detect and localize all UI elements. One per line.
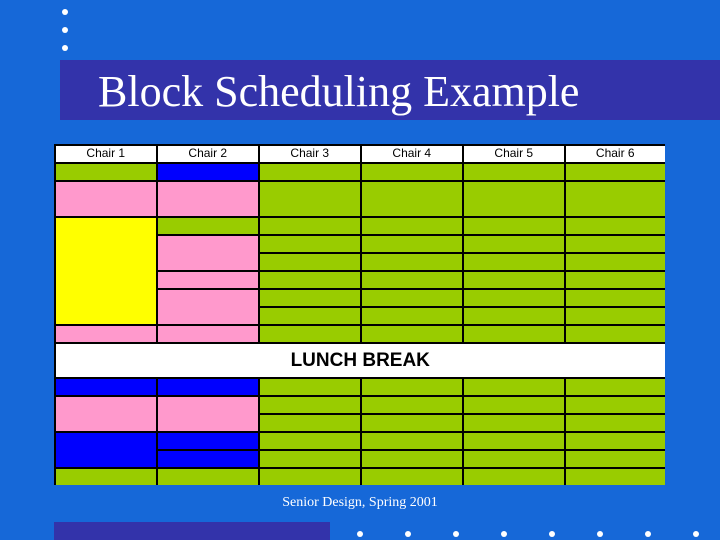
schedule-slot [566, 469, 666, 486]
schedule-slot [362, 290, 463, 307]
schedule-slot [566, 451, 666, 468]
schedule-block [56, 397, 157, 432]
column-header: Chair 3 [260, 146, 361, 163]
schedule-slot [362, 308, 463, 325]
schedule-slot [566, 164, 666, 181]
schedule-slot [566, 308, 666, 325]
footer-dot [597, 531, 603, 537]
schedule-slot [566, 236, 666, 253]
schedule-slot [566, 218, 666, 235]
footer-dot [453, 531, 459, 537]
column-header: Chair 4 [362, 146, 463, 163]
schedule-slot [362, 272, 463, 289]
schedule-slot [566, 397, 666, 414]
column-header: Chair 1 [56, 146, 157, 163]
schedule-block [158, 397, 259, 432]
column-header: Chair 2 [158, 146, 259, 163]
schedule-slot [362, 326, 463, 343]
schedule-slot [158, 469, 259, 486]
schedule-slot [464, 254, 565, 271]
schedule-slot [362, 379, 463, 396]
schedule-slot [464, 308, 565, 325]
schedule-block [158, 451, 259, 468]
footer-dot [501, 531, 507, 537]
bullet-dot [62, 27, 68, 33]
schedule-slot [260, 451, 361, 468]
schedule-block [158, 290, 259, 325]
schedule-slot [566, 272, 666, 289]
schedule-slot [464, 290, 565, 307]
schedule-block [56, 182, 157, 217]
schedule-slot [464, 415, 565, 432]
schedule-block [158, 272, 259, 289]
schedule-slot [362, 218, 463, 235]
schedule-slot [56, 164, 157, 181]
schedule-slot [260, 308, 361, 325]
footer-dot [645, 531, 651, 537]
schedule-slot [566, 415, 666, 432]
schedule-slot [566, 433, 666, 450]
footer-dot [549, 531, 555, 537]
footer-dot [693, 531, 699, 537]
schedule-slot [260, 415, 361, 432]
schedule-slot [260, 469, 361, 486]
schedule-slot [464, 218, 565, 235]
schedule-grid [54, 144, 665, 485]
schedule-slot [464, 164, 565, 181]
slide-footer: Senior Design, Spring 2001 [282, 495, 438, 510]
schedule-slot [566, 290, 666, 307]
schedule-slot [260, 236, 361, 253]
schedule-slot [260, 272, 361, 289]
column-header: Chair 5 [464, 146, 565, 163]
footer-dot [405, 531, 411, 537]
schedule-slot [464, 433, 565, 450]
slide-title: Block Scheduling Example [98, 67, 580, 116]
schedule-slot [566, 379, 666, 396]
schedule-block [158, 379, 259, 396]
schedule-slot [260, 379, 361, 396]
schedule-block [158, 164, 259, 181]
schedule-slot [362, 236, 463, 253]
schedule-block [158, 182, 259, 217]
schedule-block [56, 379, 157, 396]
schedule-slot [260, 182, 361, 217]
title-band [60, 60, 720, 120]
schedule-slot [260, 290, 361, 307]
schedule-slot [566, 326, 666, 343]
schedule-slot [566, 254, 666, 271]
schedule-block [158, 433, 259, 450]
lunch-break-row: LUNCH BREAK [56, 344, 666, 378]
schedule-slot [260, 254, 361, 271]
schedule-block [56, 218, 157, 325]
schedule-slot [362, 164, 463, 181]
schedule-slot [464, 326, 565, 343]
column-header: Chair 6 [566, 146, 666, 163]
schedule-slot [464, 469, 565, 486]
schedule-slot [260, 164, 361, 181]
bullet-dot [62, 9, 68, 15]
schedule-slot [56, 469, 157, 486]
schedule-block [158, 236, 259, 271]
schedule-slot [260, 397, 361, 414]
schedule-slot [566, 182, 666, 217]
schedule-slot [362, 254, 463, 271]
schedule-slot [362, 397, 463, 414]
schedule-block [56, 433, 157, 468]
schedule-slot [464, 272, 565, 289]
schedule-slot [260, 433, 361, 450]
schedule-slot [362, 182, 463, 217]
schedule-slot [464, 236, 565, 253]
footer-dot [357, 531, 363, 537]
bullet-dot [62, 45, 68, 51]
schedule-block [56, 326, 157, 343]
schedule-slot [362, 415, 463, 432]
schedule-slot [464, 451, 565, 468]
schedule-slot [464, 379, 565, 396]
schedule-block [158, 326, 259, 343]
schedule-slot [362, 469, 463, 486]
schedule-slot [464, 397, 565, 414]
schedule-slot [362, 451, 463, 468]
schedule-slot [362, 433, 463, 450]
schedule-slot [260, 218, 361, 235]
schedule-slot [464, 182, 565, 217]
schedule-slot [260, 326, 361, 343]
bottom-band [54, 522, 330, 540]
schedule-slot [158, 218, 259, 235]
